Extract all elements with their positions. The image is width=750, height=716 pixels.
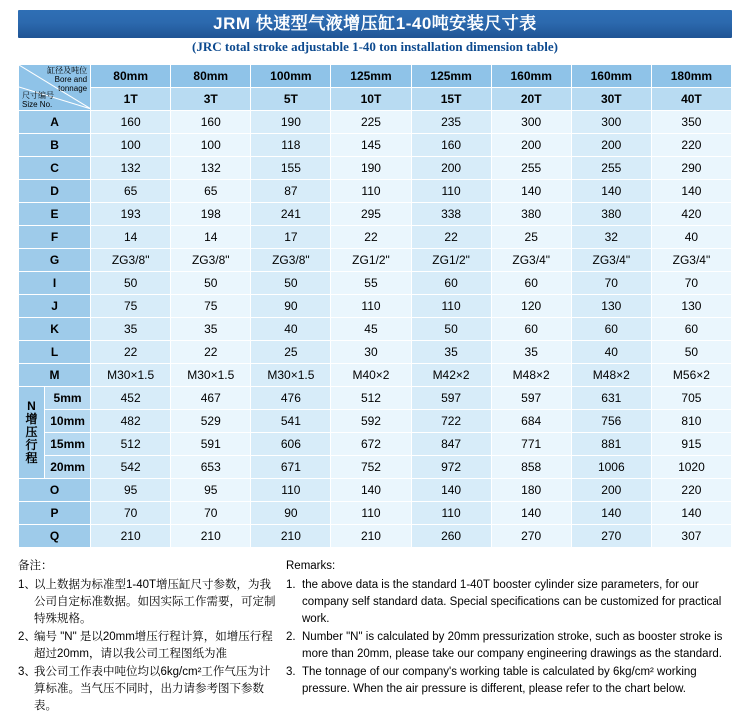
data-cell: 512 [91,433,171,456]
row-label: K [19,318,91,341]
note-item [286,629,732,663]
data-cell: 295 [331,203,411,226]
data-cell: 45 [331,318,411,341]
data-cell: 110 [411,502,491,525]
row-label: J [19,295,91,318]
data-cell: 200 [491,134,571,157]
note-item [286,664,732,698]
data-cell: 350 [651,111,731,134]
data-cell: 241 [251,203,331,226]
data-cell: 40 [251,318,331,341]
note-text: The tonnage of our company's working table is calculated by 6kg/cm² working pressure. When the air pressure is different, please refer to the chart below. [302,666,697,695]
row-label: M [19,364,91,387]
data-cell: 210 [331,525,411,548]
note-item [18,664,276,715]
data-cell: 30 [331,341,411,364]
note-number: 3、 [18,666,36,678]
data-cell: 90 [251,502,331,525]
data-cell: 482 [91,410,171,433]
data-cell: 210 [91,525,171,548]
row-label: P [19,502,91,525]
n-subrow-label: 5mm [45,387,91,410]
data-cell: 90 [251,295,331,318]
data-cell: 22 [171,341,251,364]
note-text: 我公司工作表中吨位均以6kg/cm²工作气压为计算标准。当气压不同时，出力请参考图下参数表。 [34,666,271,712]
data-cell: 307 [651,525,731,548]
table-row [19,226,732,249]
data-cell: 190 [251,111,331,134]
tonnage-cell: 20T [491,88,571,111]
data-cell: 70 [91,502,171,525]
data-cell: 260 [411,525,491,548]
data-cell: M56×2 [651,364,731,387]
data-cell: 220 [651,134,731,157]
corner-sizeno-cn: 尺寸编号 [22,91,54,100]
data-cell: 100 [171,134,251,157]
table-row [19,364,732,387]
note-item [18,629,276,663]
data-cell: 1020 [651,456,731,479]
row-label: C [19,157,91,180]
data-cell: 597 [491,387,571,410]
data-cell: 847 [411,433,491,456]
table-row [19,525,732,548]
n-group-char: 增 [25,412,38,426]
bore-cell: 80mm [171,65,251,88]
data-cell: 200 [571,479,651,502]
data-cell: 145 [331,134,411,157]
table-header-bore-row [19,65,732,88]
data-cell: 50 [251,272,331,295]
data-cell: 50 [91,272,171,295]
row-label: A [19,111,91,134]
data-cell: 17 [251,226,331,249]
n-group-char: 行 [25,438,38,452]
data-cell: 70 [571,272,651,295]
data-cell: 110 [251,479,331,502]
data-cell: 35 [91,318,171,341]
data-cell: 810 [651,410,731,433]
data-cell: 130 [571,295,651,318]
row-label: I [19,272,91,295]
header-banner [18,10,732,38]
corner-label-size [22,91,54,109]
data-cell: 160 [91,111,171,134]
data-cell: 684 [491,410,571,433]
data-cell: 722 [411,410,491,433]
table-row-n-5mm [19,387,732,410]
data-cell: M48×2 [571,364,651,387]
data-cell: M48×2 [491,364,571,387]
notes-chinese [18,558,286,716]
table-row [19,318,732,341]
data-cell: 290 [651,157,731,180]
data-cell: 300 [491,111,571,134]
data-cell: 140 [571,502,651,525]
data-cell: ZG3/4" [491,249,571,272]
data-cell: 705 [651,387,731,410]
note-text: 编号 "N" 是以20mm增压行程计算，如增压行程超过20mm，请以我公司工程图纸为准 [34,631,273,660]
data-cell: 22 [411,226,491,249]
data-cell: M30×1.5 [171,364,251,387]
table-row [19,341,732,364]
note-number: 3. [286,666,296,678]
tonnage-cell: 40T [651,88,731,111]
note-item [18,577,276,628]
data-cell: M30×1.5 [91,364,171,387]
data-cell: 60 [411,272,491,295]
data-cell: 220 [651,479,731,502]
data-cell: ZG3/8" [91,249,171,272]
data-cell: 180 [491,479,571,502]
bore-cell: 80mm [91,65,171,88]
data-cell: 60 [571,318,651,341]
tonnage-cell: 10T [331,88,411,111]
data-cell: 338 [411,203,491,226]
table-row-n-10mm [19,410,732,433]
corner-bore-cn: 缸径及吨位 [47,66,88,75]
data-cell: 50 [651,341,731,364]
notes-english [286,558,732,716]
data-cell: 606 [251,433,331,456]
data-cell: 140 [491,502,571,525]
table-row [19,249,732,272]
dimension-table [18,64,732,548]
data-cell: 542 [91,456,171,479]
corner-sizeno-en: Size No. [22,100,53,109]
header [18,10,732,58]
bore-cell: 160mm [491,65,571,88]
data-cell: 100 [91,134,171,157]
data-cell: 858 [491,456,571,479]
tonnage-cell: 3T [171,88,251,111]
page-title: JRM 快速型气液增压缸1-40吨安装尺寸表 [213,14,537,33]
n-group-char: N [27,399,36,413]
data-cell: 40 [651,226,731,249]
data-cell: 467 [171,387,251,410]
data-cell: 55 [331,272,411,295]
table-row [19,502,732,525]
data-cell: 32 [571,226,651,249]
data-cell: 60 [491,318,571,341]
data-cell: 200 [411,157,491,180]
data-cell: 200 [571,134,651,157]
table-row-n-20mm [19,456,732,479]
tonnage-cell: 5T [251,88,331,111]
note-text: 以上数据为标准型1-40T增压缸尺寸参数，为我公司自定标准数据。如因实际工作需要，可定制特殊规格。 [34,579,276,625]
data-cell: 140 [651,180,731,203]
data-cell: 65 [91,180,171,203]
data-cell: 110 [331,502,411,525]
data-cell: M42×2 [411,364,491,387]
data-cell: 160 [171,111,251,134]
data-cell: 120 [491,295,571,318]
row-label: Q [19,525,91,548]
data-cell: 452 [91,387,171,410]
data-cell: 70 [171,502,251,525]
data-cell: 132 [91,157,171,180]
data-cell: 270 [491,525,571,548]
data-cell: M40×2 [331,364,411,387]
data-cell: 752 [331,456,411,479]
data-cell: 35 [491,341,571,364]
data-cell: 155 [251,157,331,180]
table-corner-cell [19,65,91,111]
corner-bore-en2: tonnage [58,84,88,93]
n-subrow-label: 15mm [45,433,91,456]
data-cell: 70 [651,272,731,295]
data-cell: 193 [91,203,171,226]
data-cell: 140 [331,479,411,502]
data-cell: 380 [491,203,571,226]
data-cell: 771 [491,433,571,456]
data-cell: 671 [251,456,331,479]
data-cell: 110 [411,180,491,203]
data-cell: ZG1/2" [411,249,491,272]
tonnage-cell: 15T [411,88,491,111]
n-group-char: 压 [25,425,38,439]
data-cell: 110 [331,180,411,203]
table-row [19,157,732,180]
data-cell: 476 [251,387,331,410]
data-cell: 140 [651,502,731,525]
data-cell: 132 [171,157,251,180]
data-cell: 50 [411,318,491,341]
data-cell: 255 [571,157,651,180]
table-row-n-15mm [19,433,732,456]
data-cell: 597 [411,387,491,410]
row-label: O [19,479,91,502]
data-cell: 60 [651,318,731,341]
data-cell: 60 [491,272,571,295]
note-text: Number "N" is calculated by 20mm pressurization stroke, such as booster stroke is more than 20mm, please take our company engineering drawings as the standard. [302,631,723,660]
note-item [286,577,732,628]
note-number: 2. [286,631,296,643]
data-cell: 35 [171,318,251,341]
data-cell: 756 [571,410,651,433]
n-subrow-label: 20mm [45,456,91,479]
data-cell: 225 [331,111,411,134]
data-cell: 653 [171,456,251,479]
data-cell: 65 [171,180,251,203]
data-cell: 235 [411,111,491,134]
data-cell: ZG3/8" [171,249,251,272]
data-cell: 130 [651,295,731,318]
table-row [19,134,732,157]
row-label: D [19,180,91,203]
data-cell: 1006 [571,456,651,479]
data-cell: 915 [651,433,731,456]
data-cell: 118 [251,134,331,157]
data-cell: 95 [91,479,171,502]
data-cell: 110 [331,295,411,318]
data-cell: 270 [571,525,651,548]
notes-cn-heading: 备注： [18,560,53,572]
data-cell: 210 [251,525,331,548]
tonnage-cell: 1T [91,88,171,111]
data-cell: 529 [171,410,251,433]
n-group-label [19,387,45,479]
n-subrow-label: 10mm [45,410,91,433]
data-cell: 14 [91,226,171,249]
table-row [19,272,732,295]
row-label: G [19,249,91,272]
data-cell: ZG3/4" [571,249,651,272]
note-number: 2、 [18,631,36,643]
table-row [19,111,732,134]
note-text: the above data is the standard 1-40T booster cylinder size parameters, for our company self standard data. Special specifications can be customized for practical work. [302,579,722,625]
data-cell: 380 [571,203,651,226]
data-cell: 972 [411,456,491,479]
data-cell: 631 [571,387,651,410]
note-number: 1. [286,579,296,591]
table-header-tonnage-row [19,88,732,111]
data-cell: 50 [171,272,251,295]
data-cell: 198 [171,203,251,226]
data-cell: 420 [651,203,731,226]
data-cell: 512 [331,387,411,410]
spec-sheet-page [0,10,750,712]
data-cell: 87 [251,180,331,203]
data-cell: 140 [571,180,651,203]
data-cell: ZG3/8" [251,249,331,272]
data-cell: ZG3/4" [651,249,731,272]
corner-label-bore [47,66,87,93]
data-cell: M30×1.5 [251,364,331,387]
data-cell: 140 [491,180,571,203]
page-subtitle: (JRC total stroke adjustable 1-40 ton installation dimension table) [192,39,558,54]
data-cell: 35 [411,341,491,364]
notes-en-heading: Remarks: [286,560,336,572]
data-cell: 672 [331,433,411,456]
data-cell: 75 [171,295,251,318]
table-row [19,479,732,502]
data-cell: 95 [171,479,251,502]
data-cell: 110 [411,295,491,318]
data-cell: 25 [251,341,331,364]
data-cell: 210 [171,525,251,548]
data-cell: 14 [171,226,251,249]
notes-section [18,558,732,716]
data-cell: 190 [331,157,411,180]
data-cell: 22 [331,226,411,249]
data-cell: 75 [91,295,171,318]
corner-bore-en1: Bore and [54,75,88,84]
row-label: E [19,203,91,226]
tonnage-cell: 30T [571,88,651,111]
bore-cell: 125mm [331,65,411,88]
bore-cell: 100mm [251,65,331,88]
data-cell: ZG1/2" [331,249,411,272]
data-cell: 541 [251,410,331,433]
data-cell: 140 [411,479,491,502]
note-number: 1、 [18,579,36,591]
data-cell: 25 [491,226,571,249]
n-group-char: 程 [25,451,38,465]
row-label: L [19,341,91,364]
table-row [19,295,732,318]
data-cell: 22 [91,341,171,364]
table-row [19,203,732,226]
data-cell: 591 [171,433,251,456]
data-cell: 300 [571,111,651,134]
bore-cell: 180mm [651,65,731,88]
table-row [19,180,732,203]
data-cell: 592 [331,410,411,433]
data-cell: 881 [571,433,651,456]
data-cell: 255 [491,157,571,180]
bore-cell: 125mm [411,65,491,88]
row-label: F [19,226,91,249]
data-cell: 40 [571,341,651,364]
bore-cell: 160mm [571,65,651,88]
data-cell: 160 [411,134,491,157]
row-label: B [19,134,91,157]
